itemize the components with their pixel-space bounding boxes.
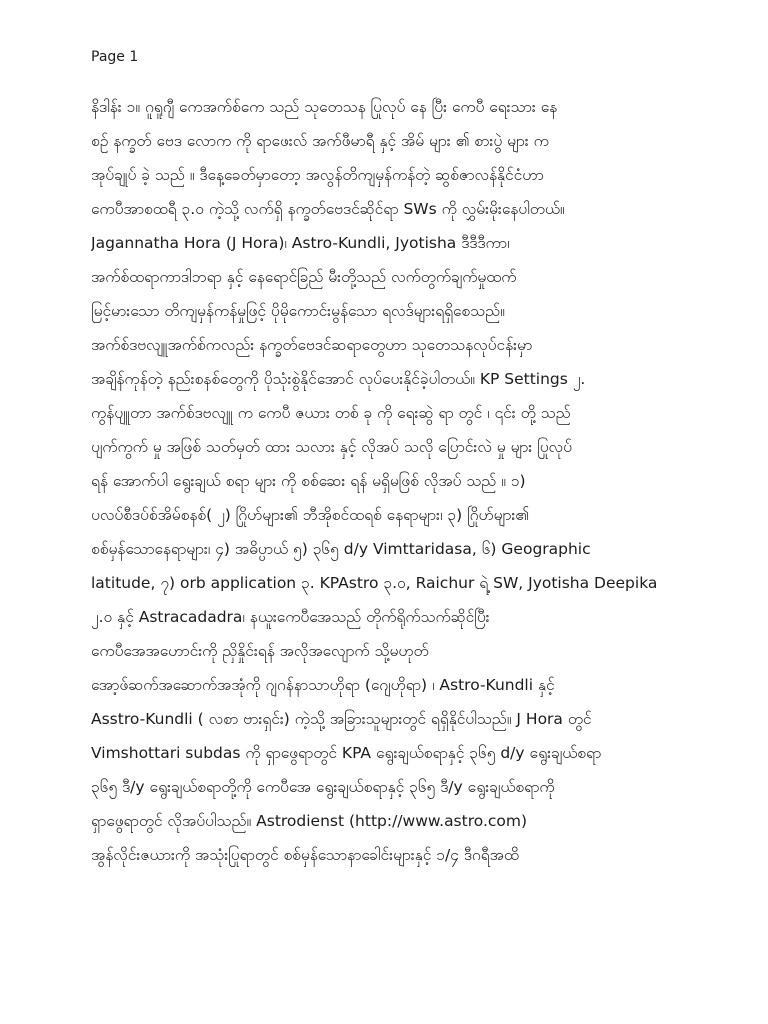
- text-line: အချိန်ကုန်တဲ့ နည်းစနစ်တွေကို ပိုသုံးစွဲနိုင်အောင် လုပ်ပေးနိုင်ခဲ့ပါတယ်။ KP Settings ၂.: [91, 370, 586, 388]
- text-line: ကွန်ပျူတာ အက်စ်ဒဗလျူ က ကေပီ ဇယား တစ် ခု ကို ရေးဆွဲ ရာ တွင် ၊ ၎င်း တို့ သည်: [91, 404, 571, 422]
- text-line: အော့ဖ်ဆက်အဆောက်အအုံကို ဂျဂန်နာသာဟိုရာ (ဂျေဟိုရာ) ၊ Astro-Kundli နှင့်: [91, 676, 555, 694]
- text-line: Jagannatha Hora (J Hora)၊ Astro-Kundli, Jyotisha ဒီဒီဒီကာ၊: [91, 234, 510, 252]
- body-text: [91, 90, 691, 872]
- text-line: အုပ်ချုပ် ခဲ့ သည် ။ ဒီနေ့ခေတ်မှာတော့ အလွန်တိကျမှန်ကန်တဲ့ ဆွစ်ဇာလန်နိုင်ငံဟာ: [91, 166, 544, 184]
- text-line: Asstro-Kundli ( လစာ ဗားရှင်း) ကဲ့သို့ အခြားသူများတွင် ရရှိနိုင်ပါသည်။ J Hora တွင်: [91, 710, 592, 728]
- text-line: Vimshottari subdas ကို ရှာဖွေရာတွင် KPA ရွေးချယ်စရာနှင့် ၃၆၅ d/y ရွေးချယ်စရာ: [91, 744, 602, 762]
- text-line: ကေပီအေအဟောင်းကို ညှိနှိုင်းရန် အလိုအလျောက် သို့မဟုတ်: [91, 642, 429, 660]
- text-line: ကေပီအာစထရီ ၃.၀ ကဲ့သို့ လက်ရှိ နက္ခတ်ဗေဒင်ဆိုင်ရာ SWs ကို လွှမ်းမိုးနေပါတယ်။: [91, 200, 565, 218]
- text-line: ပျက်ကွက် မှု အဖြစ် သတ်မှတ် ထား သလား နှင့် လိုအပ် သလို ပြောင်းလဲ မှု များ ပြုလုပ်: [91, 438, 572, 456]
- text-line: ၃၆၅ ဒီ/y ရွေးချယ်စရာတို့ကို ကေပီအေ ရွေးချယ်စရာနှင့် ၃၆၅ ဒီ/y ရွေးချယ်စရာကို: [91, 778, 555, 796]
- text-line: ရှာဖွေရာတွင် လိုအပ်ပါသည်။ Astrodienst (http://www.astro.com): [91, 812, 528, 830]
- text-line: နိဒါန်း ၁။ ဂူရူဂျီ ကေအက်စ်ကေ သည် သုတေသန ပြုလုပ် နေ ပြီး ကေပီ ရေးသား နေ: [91, 98, 558, 116]
- text-line: ရန် အောက်ပါ ရွေးချယ် စရာ များ ကို စစ်ဆေး ရန် မရှိမဖြစ် လိုအပ် သည် ။ ၁): [91, 472, 526, 490]
- text-line: စစ်မှန်သောနေရာများ၊ ၄) အဓိပ္ပာယ် ၅) ၃၆၅ d/y Vimttaridasa, ၆) Geographic: [91, 540, 591, 558]
- text-line: အွန်လိုင်းဇယားကို အသုံးပြုရာတွင် စစ်မှန်သောနာခေါင်းများနှင့် ၁/၄ ဒီဂရီအထိ: [91, 846, 519, 864]
- page-number-header: Page 1: [91, 49, 139, 65]
- text-line: အက်စ်ထရာကာဒါဘရာ နှင့် နေရောင်ခြည် မီးတို့သည် လက်တွက်ချက်မှုထက်: [91, 268, 517, 286]
- text-line: စဉ် နက္ခတ် ဗေဒ လောက ကို ရာဖေးလ် အက်ဖီမာရီ နှင့် အိမ် များ ၏ စားပွဲ များ က: [91, 132, 549, 150]
- text-line: မြင့်မားသော တိကျမှန်ကန်မှုဖြင့် ပိုမိုကောင်းမွန်သော ရလဒ်များရရှိစေသည်။: [91, 302, 505, 320]
- text-line: latitude, ၇) orb application ၃. KPAstro ၃.၀, Raichur ရဲ့ SW, Jyotisha Deepika: [91, 574, 658, 592]
- text-line: ၂.၀ နှင့် Astracadadra၊ နယူးကေပီအေသည် တိုက်ရိုက်သက်ဆိုင်ပြီး: [91, 608, 490, 626]
- text-line: အက်စ်ဒဗလျူအက်စ်ကလည်း နက္ခတ်ဗေဒင်ဆရာတွေဟာ သုတေသနလုပ်ငန်းမှာ: [91, 336, 533, 354]
- text-line: ပလပ်စီဒပ်စ်အိမ်စနစ်( ၂) ဂြိုဟ်များ၏ ဘီအိုစင်ထရစ် နေရာများ၊ ၃) ဂြိုဟ်များ၏: [91, 506, 530, 524]
